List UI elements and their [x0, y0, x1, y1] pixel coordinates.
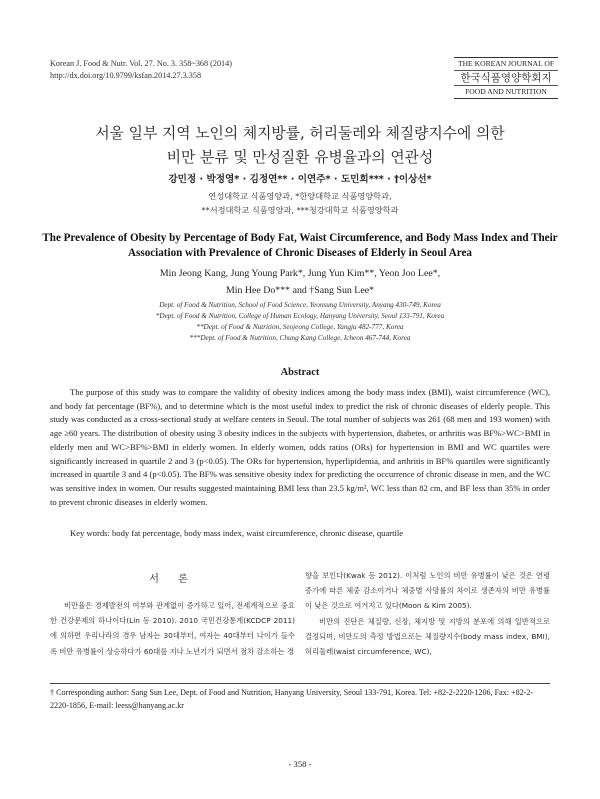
- intro-paragraph-2: 비만의 진단은 체질량, 신장, 체지방 및 지방의 분포에 의해 일반적으로 결정되며, 비만도의 측정 방법으로는 체질량지수(body mass index, BMI), 허리둘레(waist circumference, WC),: [305, 616, 550, 657]
- intro-paragraph-1-cont: 향을 보인다(Kwak 등 2012). 이처럼 노인의 비만 유병률이 낮은 것은 연령 증가에 따른 체중 감소이거나 체중별 사망률의 차이로 생존자의 비만 유병률이 낮은 것으로 여겨지고 있다(Moon & Kim 2005).: [305, 571, 550, 611]
- doi-link[interactable]: http://dx.doi.org/10.9799/ksfan.2014.27.3.358: [50, 71, 202, 80]
- logo-top-text: THE KOREAN JOURNAL OF: [457, 59, 555, 68]
- korean-authors: 강민정 · 박정영* · 김정연** · 이연주* · 도민희*** · †이상선*: [168, 174, 432, 185]
- introduction-heading: 서 론: [149, 574, 196, 585]
- logo-bottom-text: FOOD AND NUTRITION: [465, 87, 547, 96]
- logo-korean-text: 한국식품영양학회지: [454, 70, 558, 86]
- korean-affiliation-line1: 연성대학교 식품영양과, *한양대학교 식품영양학과,: [208, 191, 392, 201]
- korean-title: [0, 122, 600, 170]
- journal-logo: [454, 57, 558, 99]
- affiliation-3: **Dept. of Food & Nutrition, Seojeong College, Yangju 482-777, Korea: [196, 323, 404, 331]
- english-title: The Prevalence of Obesity by Percentage of Body Fat, Waist Circumference, and Body Mass Index and Their Association with Prevalence of Chronic Diseases of Elderly in Seoul Area: [42, 232, 558, 259]
- affiliation-4: ***Dept. of Food & Nutrition, Chung Kang College, Icheon 467-744, Korea: [189, 334, 411, 342]
- affiliation-1: Dept. of Food & Nutrition, School of Food Science, Yeonsung University, Anyang 430-749, Korea: [159, 301, 441, 309]
- english-affiliations: [0, 300, 600, 344]
- page-number: - 358 -: [288, 759, 312, 769]
- english-authors-line2: Min Hee Do*** and †Sang Sun Lee*: [225, 285, 375, 296]
- english-authors-line1: Min Jeong Kang, Jung Young Park*, Jung Yun Kim**, Yeon Joo Lee*,: [159, 268, 441, 279]
- korean-title-line1: 서울 일부 지역 노인의 체지방률, 허리둘레와 체질량지수에 의한: [95, 125, 505, 142]
- abstract-heading: Abstract: [280, 367, 320, 378]
- keywords: Key words: body fat percentage, body mass index, waist circumference, chronic disease, quartile: [70, 528, 404, 538]
- citation-line: Korean J. Food & Nutr. Vol. 27. No. 3. 358~368 (2014): [50, 59, 232, 68]
- english-authors: [0, 265, 600, 299]
- abstract-body: The purpose of this study was to compare the validity of obesity indices among the body mass index (BMI), waist circumference (WC), and body fat percentage (BF%), and to determine which is the most useful index to predict the risk of chronic diseases of elderly people. This study was conducted as a cross-sectional study at welfare centers in Seoul. The total number of subjects was 261 (68 men and 193 women) with age ≥60 years. The distribution of obesity using 3 obesity indices in the subjects with hypertension, diabetes, or arthritis was BF%>WC>BMI in elderly men and WC>BF%>BMI in elderly women. In elderly women, odds ratios (ORs) for hypertension in BMI and WC quartiles were significantly increased in quartile 2 and 3 (p<0.05). The ORs for hypertension, hyperlipidemia, and arthritis in BF% quartiles were significantly increased in quartile 3 and 4 (p<0.05). The BF% was sensitive obesity index for predicting the occurrence of chronic disease in men, and the WC was sensitive index in women. Our results suggested maintaining BMI less than 23.5 kg/m², WC less than 82 cm, and BF less than 35% in order to prevent chronic diseases in elderly women.: [50, 387, 550, 507]
- corresponding-author-footnote: † Corresponding author: Sang Sun Lee, Dept. of Food and Nutrition, Hanyang University, Seoul 133-791, Korea. Tel: +82-2-2220-1206, Fax: +82-2-2220-1856, E-mail: leess@hanyang.ac.kr: [50, 688, 534, 710]
- intro-left-column: [50, 598, 295, 659]
- korean-affiliation-line2: **서정대학교 식품영양과, ***청강대학교 식품영양학과: [201, 205, 399, 215]
- footnote-divider: [50, 683, 550, 684]
- affiliation-2: *Dept. of Food & Nutrition, College of Human Ecology, Hanyang University, Seoul 133-791, Korea: [155, 312, 445, 320]
- journal-citation: [50, 58, 232, 82]
- korean-affiliations: [0, 189, 600, 217]
- intro-right-column: [305, 568, 550, 659]
- korean-title-line2: 비만 분류 및 만성질환 유병율과의 연관성: [166, 149, 434, 166]
- intro-paragraph-1: 비만율은 경제발전의 여부와 관계없이 증가하고 있어, 전세계적으로 중요한 건강문제의 하나이다(Lin 등 2010). 2010 국민건강통계(KCDCP 2011)에 의하면 우리나라의 경우 남자는 30대부터, 여자는 40대부터 나이가 들수록 비만 유병률이 상승하다가 60대를 지나 노년기가 되면서 점차 감소하는 경: [50, 601, 295, 656]
